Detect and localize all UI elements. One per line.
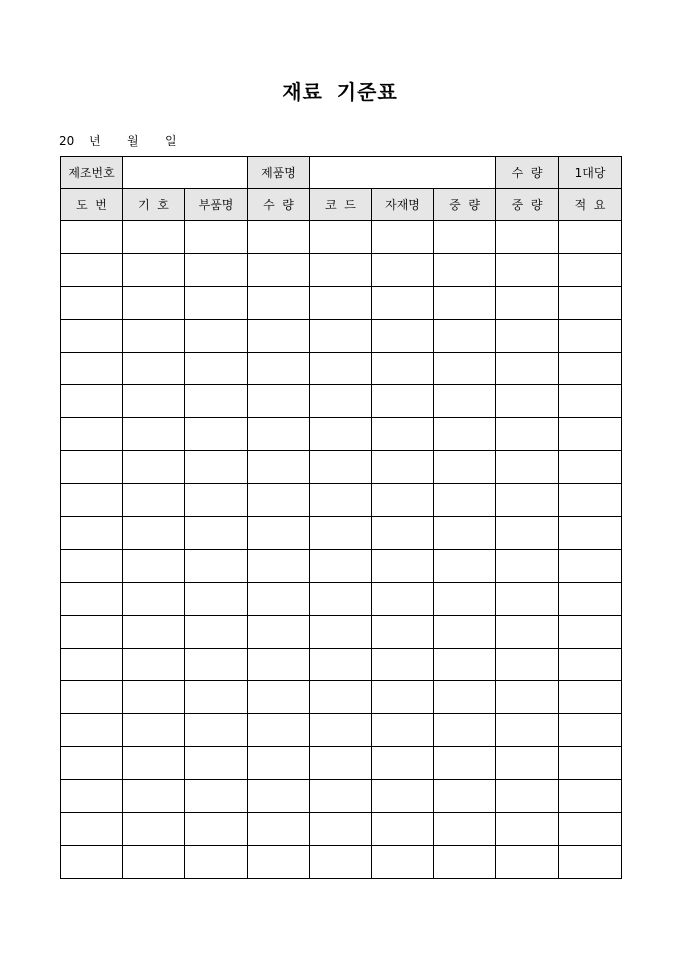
table-cell[interactable] [185,681,248,714]
col-header-weight: 중 량 [434,189,496,221]
col-header-weight-2: 중 량 [496,189,559,221]
table-cell[interactable] [372,747,434,780]
table-cell[interactable] [248,352,310,385]
table-cell[interactable] [310,780,372,813]
table-cell[interactable] [248,319,310,352]
table-cell[interactable] [310,319,372,352]
table-row [61,714,622,747]
quantity-label: 수 량 [496,157,559,189]
table-cell[interactable] [123,319,185,352]
table-cell[interactable] [496,549,559,582]
table-cell[interactable] [61,352,123,385]
table-cell[interactable] [123,747,185,780]
table-cell[interactable] [185,549,248,582]
table-cell[interactable] [248,253,310,286]
table-cell[interactable] [372,385,434,418]
table-cell[interactable] [372,221,434,254]
manufacture-no-field[interactable] [123,157,248,189]
table-row [61,582,622,615]
table-cell[interactable] [434,845,496,878]
table-cell[interactable] [496,286,559,319]
table-cell[interactable] [61,615,123,648]
table-cell[interactable] [310,221,372,254]
table-row [61,549,622,582]
table-cell[interactable] [559,451,622,484]
table-cell[interactable] [248,681,310,714]
table-cell[interactable] [310,549,372,582]
table-cell[interactable] [185,385,248,418]
table-cell[interactable] [434,253,496,286]
table-row [61,385,622,418]
table-row [61,648,622,681]
table-cell[interactable] [310,484,372,517]
table-cell[interactable] [434,747,496,780]
table-cell[interactable] [434,582,496,615]
table-cell[interactable] [372,780,434,813]
table-cell[interactable] [61,780,123,813]
table-cell[interactable] [372,286,434,319]
table-cell[interactable] [496,451,559,484]
table-cell[interactable] [496,780,559,813]
table-cell[interactable] [310,418,372,451]
table-cell[interactable] [185,253,248,286]
table-cell[interactable] [434,319,496,352]
table-cell[interactable] [496,221,559,254]
table-cell[interactable] [559,714,622,747]
table-cell[interactable] [248,549,310,582]
date-line [59,132,177,149]
table-row [61,615,622,648]
table-cell[interactable] [372,582,434,615]
table-cell[interactable] [248,484,310,517]
table-cell[interactable] [61,253,123,286]
table-cell[interactable] [61,648,123,681]
table-cell[interactable] [61,582,123,615]
table-cell[interactable] [496,615,559,648]
table-cell[interactable] [372,648,434,681]
table-cell[interactable] [61,451,123,484]
table-cell[interactable] [123,681,185,714]
table-cell[interactable] [496,385,559,418]
table-row [61,845,622,878]
table-cell[interactable] [185,484,248,517]
table-cell[interactable] [372,352,434,385]
table-cell[interactable] [372,681,434,714]
table-cell[interactable] [61,714,123,747]
table-cell[interactable] [123,385,185,418]
table-cell[interactable] [372,517,434,550]
table-row [61,418,622,451]
table-cell[interactable] [123,615,185,648]
table-cell[interactable] [496,253,559,286]
table-cell[interactable] [434,714,496,747]
table-cell[interactable] [496,484,559,517]
table-cell[interactable] [123,451,185,484]
table-cell[interactable] [185,780,248,813]
table-cell[interactable] [496,845,559,878]
date-year-label: 년 [89,134,101,148]
table-cell[interactable] [559,352,622,385]
table-cell[interactable] [123,813,185,846]
table-cell[interactable] [61,385,123,418]
table-row [61,221,622,254]
table-cell[interactable] [248,221,310,254]
table-cell[interactable] [434,484,496,517]
table-row [61,352,622,385]
table-row [61,319,622,352]
table-cell[interactable] [248,780,310,813]
table-cell[interactable] [310,286,372,319]
table-cell[interactable] [248,517,310,550]
table-cell[interactable] [434,385,496,418]
table-cell[interactable] [559,845,622,878]
per-unit-label: 1대당 [559,157,622,189]
table-cell[interactable] [310,615,372,648]
table-cell[interactable] [372,845,434,878]
info-row [61,157,622,189]
table-cell[interactable] [123,648,185,681]
date-year-prefix: 20 [59,134,75,148]
col-header-material-name: 자재명 [372,189,434,221]
table-cell[interactable] [496,813,559,846]
product-name-field[interactable] [310,157,496,189]
table-cell[interactable] [61,813,123,846]
table-cell[interactable] [123,780,185,813]
table-cell[interactable] [310,845,372,878]
table-cell[interactable] [372,714,434,747]
table-cell[interactable] [496,319,559,352]
table-cell[interactable] [248,615,310,648]
table-cell[interactable] [185,451,248,484]
table-cell[interactable] [61,418,123,451]
table-cell[interactable] [496,648,559,681]
table-cell[interactable] [496,714,559,747]
table-cell[interactable] [310,681,372,714]
table-cell[interactable] [185,319,248,352]
table-cell[interactable] [310,813,372,846]
table-row [61,813,622,846]
table-cell[interactable] [185,418,248,451]
table-row [61,286,622,319]
table-cell[interactable] [61,319,123,352]
col-header-symbol: 기 호 [123,189,185,221]
table-cell[interactable] [310,385,372,418]
table-cell[interactable] [496,352,559,385]
table-cell[interactable] [123,253,185,286]
table-cell[interactable] [248,418,310,451]
table-cell[interactable] [185,517,248,550]
manufacture-no-label: 제조번호 [61,157,123,189]
table-cell[interactable] [123,714,185,747]
table-cell[interactable] [61,747,123,780]
table-cell[interactable] [559,221,622,254]
table-cell[interactable] [61,517,123,550]
col-header-quantity: 수 량 [248,189,310,221]
table-cell[interactable] [434,352,496,385]
table-cell[interactable] [559,747,622,780]
table-cell[interactable] [123,484,185,517]
table-cell[interactable] [185,813,248,846]
table-cell[interactable] [559,517,622,550]
table-cell[interactable] [61,484,123,517]
table-cell[interactable] [185,648,248,681]
table-cell[interactable] [185,582,248,615]
table-cell[interactable] [123,286,185,319]
table-cell[interactable] [496,418,559,451]
table-row [61,517,622,550]
col-header-remarks: 적 요 [559,189,622,221]
table-cell[interactable] [123,845,185,878]
table-cell[interactable] [123,517,185,550]
table-cell[interactable] [434,418,496,451]
table-cell[interactable] [559,813,622,846]
date-month-label: 월 [127,134,139,148]
table-cell[interactable] [559,648,622,681]
table-cell[interactable] [434,681,496,714]
table-row [61,747,622,780]
table-cell[interactable] [310,253,372,286]
table-cell[interactable] [248,451,310,484]
table-cell[interactable] [310,747,372,780]
table-cell[interactable] [185,747,248,780]
table-cell[interactable] [559,780,622,813]
table-cell[interactable] [185,221,248,254]
table-cell[interactable] [61,681,123,714]
col-header-part-name: 부품명 [185,189,248,221]
table-cell[interactable] [123,582,185,615]
table-cell[interactable] [372,451,434,484]
table-cell[interactable] [434,780,496,813]
table-cell[interactable] [559,286,622,319]
table-cell[interactable] [123,221,185,254]
table-cell[interactable] [559,319,622,352]
table-cell[interactable] [434,286,496,319]
table-cell[interactable] [372,319,434,352]
table-cell[interactable] [61,845,123,878]
table-cell[interactable] [61,549,123,582]
table-cell[interactable] [310,451,372,484]
table-row [61,451,622,484]
table-cell[interactable] [248,714,310,747]
table-cell[interactable] [496,681,559,714]
table-cell[interactable] [372,615,434,648]
table-cell[interactable] [559,253,622,286]
table-cell[interactable] [434,517,496,550]
document-title: 재료 기준표 [282,80,398,104]
table-row [61,253,622,286]
table-cell[interactable] [310,517,372,550]
table-cell[interactable] [559,549,622,582]
table-cell[interactable] [434,813,496,846]
table-cell[interactable] [185,286,248,319]
table-cell[interactable] [185,352,248,385]
table-cell[interactable] [496,582,559,615]
table-cell[interactable] [372,253,434,286]
table-cell[interactable] [434,221,496,254]
table-cell[interactable] [559,484,622,517]
table-cell[interactable] [61,286,123,319]
table-cell[interactable] [310,352,372,385]
table-cell[interactable] [559,385,622,418]
table-cell[interactable] [559,582,622,615]
product-name-label: 제품명 [248,157,310,189]
table-cell[interactable] [185,845,248,878]
table-cell[interactable] [123,352,185,385]
table-cell[interactable] [372,484,434,517]
table-cell[interactable] [248,813,310,846]
table-cell[interactable] [310,582,372,615]
table-row [61,780,622,813]
table-cell[interactable] [559,615,622,648]
col-header-code: 코 드 [310,189,372,221]
table-cell[interactable] [248,385,310,418]
table-cell[interactable] [434,451,496,484]
table-cell[interactable] [434,615,496,648]
date-day-label: 일 [165,134,177,148]
table-cell[interactable] [559,418,622,451]
table-cell[interactable] [248,648,310,681]
table-cell[interactable] [185,615,248,648]
table-cell[interactable] [248,845,310,878]
table-cell[interactable] [310,714,372,747]
table-cell[interactable] [434,648,496,681]
table-cell[interactable] [434,549,496,582]
table-cell[interactable] [372,549,434,582]
table-row [61,484,622,517]
material-standard-table [60,156,622,879]
table-cell[interactable] [310,648,372,681]
column-header-row [61,189,622,221]
table-cell[interactable] [248,582,310,615]
col-header-drawing-no: 도 번 [61,189,123,221]
table-cell[interactable] [123,418,185,451]
table-cell[interactable] [496,517,559,550]
table-row [61,681,622,714]
table-cell[interactable] [372,813,434,846]
table-cell[interactable] [496,747,559,780]
table-cell[interactable] [372,418,434,451]
table-cell[interactable] [123,549,185,582]
table-cell[interactable] [248,286,310,319]
table-cell[interactable] [61,221,123,254]
table-cell[interactable] [185,714,248,747]
table-cell[interactable] [559,681,622,714]
table-cell[interactable] [248,747,310,780]
